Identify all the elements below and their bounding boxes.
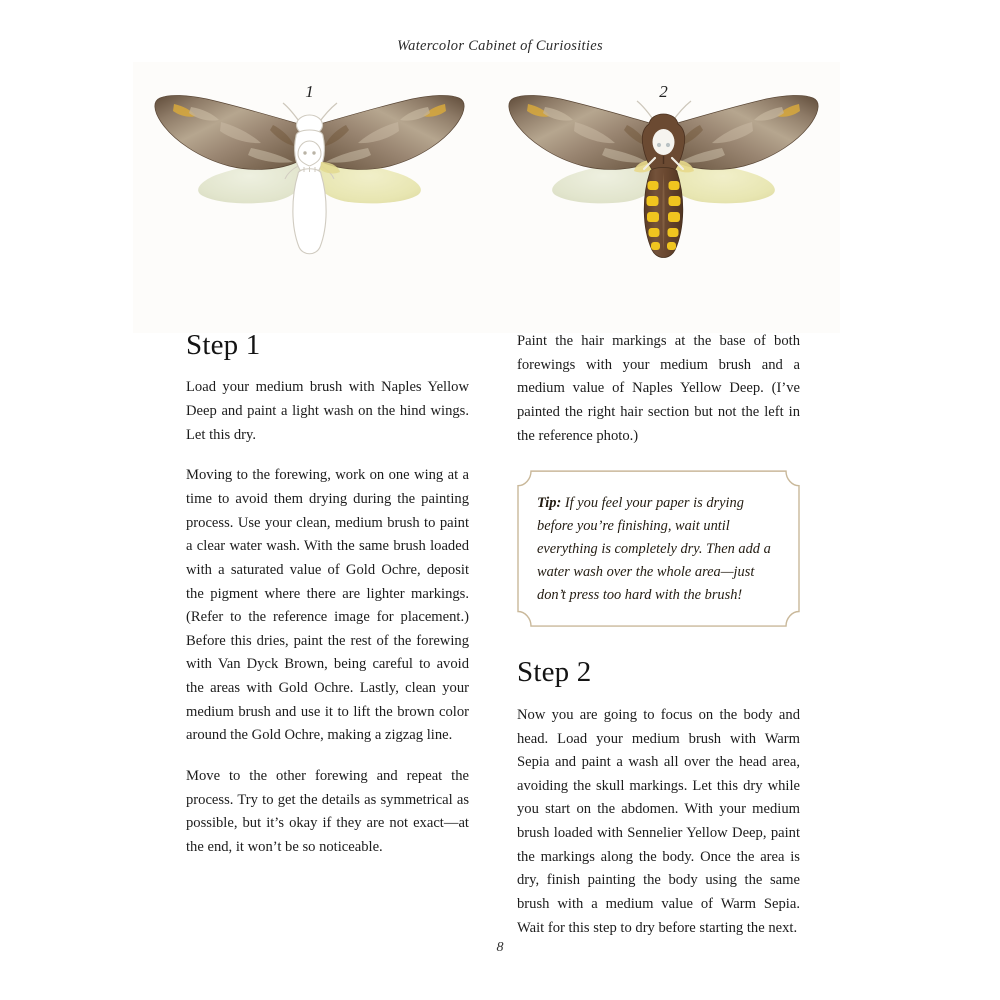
running-head: Watercolor Cabinet of Curiosities [397,38,603,54]
tip-box [517,470,800,627]
page-number: 8 [496,940,504,955]
tip-box-text [537,492,780,607]
step-2-paragraph-1: Now you are going to focus on the body and head. Load your medium brush with Warm Sepia and paint a wash all over the head area, avoiding the skull markings. Let this dry while you start on the abdomen. With your medium brush loaded with Sennelier Yellow Deep, paint the markings along the body. Once the area is dry, finish painting the body using the same brush with a medium value of Warm Sepia. Wait for this step to dry before starting the next. [517,706,800,936]
moth-illustration-1 [133,62,486,333]
tip-label: Tip: [537,495,562,512]
step-1-paragraph-3: Move to the other forewing and repeat the process. Try to get the details as symmetrical as possible, but it’s okay if they are not exact—at the end, it won’t be so noticeable. [186,768,469,855]
step-1-paragraph-2: Moving to the forewing, work on one wing at a time to avoid them drying during the painting process. Use your clean, medium brush to paint a clear water wash. With the same brush loaded with a saturated value of Gold Ochre, deposit the pigment where there are lighter markings. (Refer to the reference image for placement.) Before this dries, paint the rest of the forewing with Van Dyck Brown, being careful to avoid the areas with Gold Ochre. Lastly, clean your medium brush and use it to lift the brown color around the Gold Ochre, making a zigzag line. [186,467,469,744]
figure-2-number: 2 [659,82,668,101]
column-right [517,330,800,940]
column-left [186,330,469,860]
step-1-continued-paragraph: Paint the hair markings at the base of both forewings with your medium brush and a medium value of Naples Yellow Deep. (I’ve painted the right hair section but not the left in the reference photo.) [517,333,800,444]
figure-1 [133,62,486,333]
moth-illustration-2 [487,62,840,333]
step-1-heading: Step 1 [186,329,261,361]
step-2-heading: Step 2 [517,656,592,689]
figure-2 [487,62,840,333]
abdomen [644,168,683,258]
illustration-plate [133,62,840,333]
tip-body: If you feel your paper is drying before you’re finishing, wait until everything is completely dry. Then add a water wash over the whole area—just don’t press too hard with the brush! [537,495,771,604]
body-outline [293,115,326,254]
step-1-paragraph-1: Load your medium brush with Naples Yellow Deep and paint a light wash on the hind wings. Let this dry. [186,379,469,443]
figure-1-number: 1 [305,82,314,101]
